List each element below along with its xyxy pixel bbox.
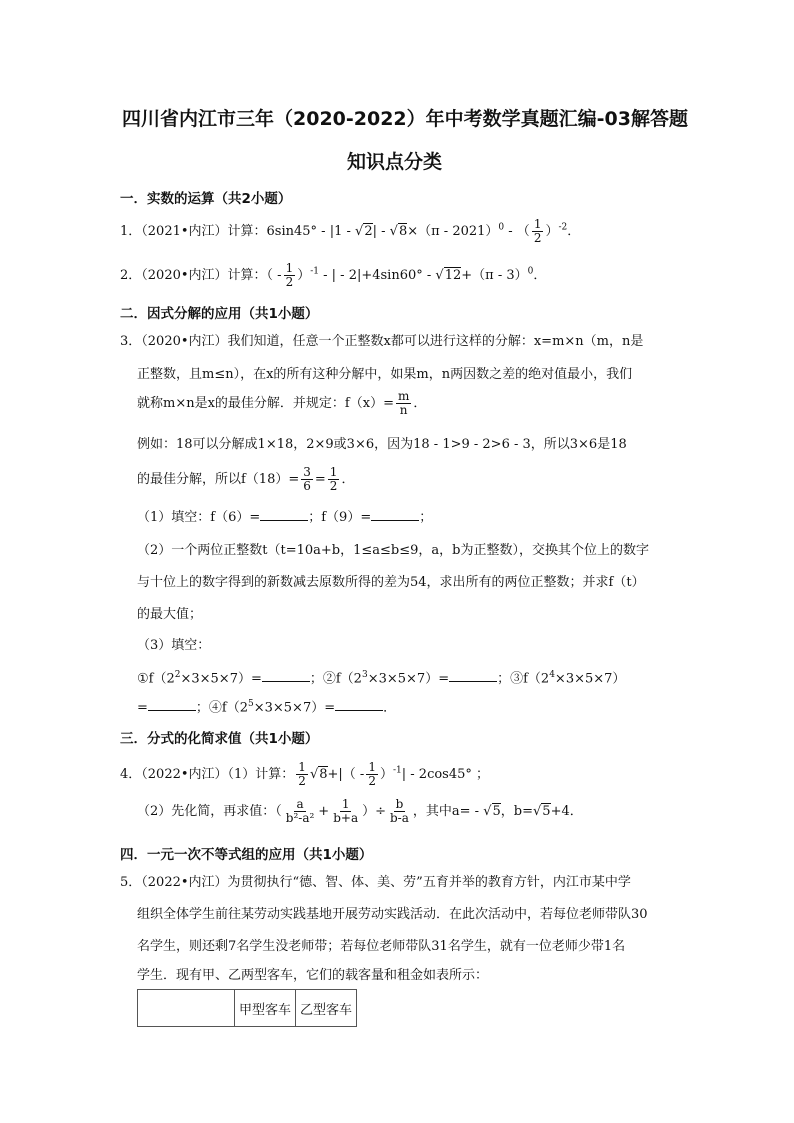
q4-frac5	[388, 798, 411, 825]
q4-f3d: b²-a²	[285, 811, 315, 825]
q2-fnum: 1	[285, 261, 294, 275]
answer-blank	[449, 681, 497, 682]
q1-prefix: 1．（2021•内江）计算：6sin45° - |1 -	[120, 224, 356, 239]
sqrt-symbol: √	[389, 224, 398, 239]
sqrt-symbol: √	[355, 224, 364, 239]
question-4-part1	[120, 761, 489, 788]
answer-blank	[148, 710, 196, 711]
q3-c4a: ；④f（2	[195, 700, 248, 716]
q2-exp1: -1	[310, 266, 319, 277]
sqrt-symbol: √	[533, 804, 542, 819]
q3-l5d1: 6	[303, 479, 311, 493]
sqrt-symbol: √	[483, 804, 492, 819]
q3-line2: 正整数，且m≤n），在x的所有这种分解中，如果m，n两因数之差的绝对值最小，我们	[137, 367, 633, 382]
q4-f5n: b	[395, 797, 404, 811]
answer-blank	[335, 710, 383, 711]
q4-rad2: 5	[492, 804, 501, 819]
q3-c4end: ．	[383, 700, 397, 716]
q1-rad2: 8	[398, 224, 408, 239]
q2-mid2: - | - 2|+4sin60° -	[319, 268, 436, 283]
q3-l5d2: 2	[329, 479, 338, 493]
section-heading-3: 三．分式的化简求值（共1小题）	[120, 731, 319, 747]
q1-rad1: 2	[364, 224, 373, 239]
q4-frac3	[284, 798, 317, 825]
q3-line3	[137, 390, 426, 417]
q3-p1a: （1）填空：f（6）=	[137, 510, 261, 525]
q4-mid6: ，b=	[500, 804, 533, 819]
q3-l3end: ．	[413, 396, 427, 411]
q4-fd1: 2	[298, 774, 306, 788]
q3-c2e: 3	[361, 670, 368, 680]
q3-c2a: ；②f（2	[309, 671, 362, 687]
page-title-line1: 四川省内江市三年（2020-2022）年中考数学真题汇编-03解答题	[122, 108, 688, 130]
q4-f4n: 1	[341, 797, 350, 811]
q3-fill-row1	[137, 666, 625, 688]
q3-part2b: 与十位上的数字得到的新数减去原数所得的差为54，求出所有的两位正整数；并求f（t）	[137, 575, 645, 590]
q4-mid2: ）	[379, 767, 393, 782]
q4-p2a: （2）先化简，再求值：（	[137, 804, 282, 819]
q3-p1c: ；	[419, 510, 433, 525]
answer-blank	[371, 520, 419, 521]
q4-prefix: 4．（2022•内江）（1）计算：	[120, 767, 295, 782]
q3-line1: 3．（2020•内江）我们知道，任意一个正整数x都可以进行这样的分解：x=m×n（m，n是	[120, 334, 644, 349]
sqrt-symbol: √	[435, 268, 444, 283]
q4-f5d: b-a	[390, 811, 409, 825]
q2-prefix: 2．（2020•内江）计算：（ -	[120, 268, 282, 283]
q3-c4b: ×3×5×7）=	[253, 700, 336, 716]
q3-fill-row2	[137, 695, 396, 717]
q3-l5a: 的最佳分解，所以f（18）=	[137, 472, 300, 487]
q4-plus: +	[318, 804, 330, 819]
q3-part2a: （2）一个两位正整数t（t=10a+b，1≤a≤b≤9，a，b为正整数），交换其个位上的数字	[137, 543, 649, 558]
q3-c2b: ×3×5×7）=	[367, 671, 450, 687]
q1-exp0: 0	[498, 222, 505, 233]
q2-mid1: ）	[297, 268, 311, 283]
q3-frac-mn	[396, 390, 411, 417]
q3-l5n2: 1	[329, 465, 338, 479]
q3-c3e: 4	[549, 670, 555, 680]
q4-frac1	[296, 761, 308, 788]
q1-fraction	[532, 218, 544, 245]
q1-fnum: 1	[533, 217, 542, 231]
q4-rad3: 5	[542, 804, 551, 819]
q1-exp1: -2	[558, 222, 568, 233]
q4-f3n: a	[296, 797, 304, 811]
q2-rad: 12	[444, 268, 462, 283]
q3-c3c: =	[137, 700, 148, 716]
q4-exp1: -1	[392, 765, 402, 776]
q4-mid3: | - 2cos45° ；	[401, 767, 490, 782]
q3-part2c: 的最大值；	[137, 607, 203, 622]
q1-end: ．	[567, 224, 581, 239]
q5-line1: 5．（2022•内江）为贯彻执行“德、智、体、美、劳”五育并举的教育方针，内江市某中学	[120, 875, 631, 890]
table-cell-empty	[138, 990, 235, 1027]
bus-table	[137, 989, 357, 1027]
q1-fden: 2	[533, 231, 542, 245]
q4-frac4	[331, 798, 360, 825]
q3-part3: （3）填空：	[137, 638, 211, 653]
q1-mid2: ×（π - 2021）	[407, 224, 499, 239]
q4-frac2	[366, 761, 378, 788]
q3-l5end: ．	[341, 472, 355, 487]
q4-mid1: +|（ -	[327, 767, 365, 782]
q3-c4e: 5	[248, 699, 254, 709]
table-header-type-b: 乙型客车	[296, 990, 357, 1027]
q3-l3den: n	[399, 403, 408, 417]
q1-mid3: - （	[504, 224, 530, 239]
table-row	[138, 990, 357, 1027]
q2-exp0: 0	[527, 266, 534, 277]
q3-line4: 例如：18可以分解成1×18，2×9或3×6，因为18 - 1>9 - 2>6 - 3，所以3×6是18	[137, 437, 627, 452]
q3-line5	[137, 466, 354, 493]
q3-part1	[137, 509, 432, 527]
q3-c1a: ①f（2	[137, 671, 175, 687]
q3-l3a: 就称m×n是x的最佳分解．并规定：f（x）=	[137, 396, 394, 411]
table-header-type-a: 甲型客车	[235, 990, 296, 1027]
q3-p1b: ；f（9）=	[308, 510, 372, 525]
q3-frac-1-2	[328, 466, 340, 493]
q5-line3: 名学生，则还剩7名学生没老师带；若每位老师带队31名学生，就有一位老师少带1名	[137, 939, 626, 954]
section-heading-4: 四．一元一次不等式组的应用（共1小题）	[120, 847, 373, 863]
q5-line4: 学生．现有甲、乙两型客车，它们的载客量和租金如表所示：	[137, 968, 489, 983]
q4-end: +4．	[550, 804, 583, 819]
q3-l5eq: =	[314, 472, 326, 487]
q4-rad1: 8	[319, 767, 328, 782]
q2-mid3: +（π - 3）	[461, 268, 528, 283]
q1-mid4: ）	[545, 224, 559, 239]
q5-line2: 组织全体学生前往某劳动实践基地开展劳动实践活动．在此次活动中，若每位老师带队30	[137, 907, 648, 922]
question-1	[120, 218, 580, 245]
answer-blank	[260, 520, 308, 521]
q3-l3num: m	[397, 389, 410, 403]
question-4-part2	[137, 798, 583, 825]
q3-c1e: 2	[174, 670, 181, 680]
q3-c3b: ×3×5×7）	[554, 671, 626, 687]
q4-f4d: b+a	[333, 811, 359, 825]
q4-fd2: 2	[368, 774, 376, 788]
q1-mid1: | -	[372, 224, 390, 239]
q3-c1b: ×3×5×7）=	[180, 671, 262, 687]
q4-fn2: 1	[368, 760, 376, 774]
q2-end: ．	[533, 268, 547, 283]
section-heading-1: 一．实数的运算（共2小题）	[120, 191, 292, 207]
sqrt-symbol: √	[309, 767, 319, 782]
q2-fden: 2	[285, 275, 294, 289]
section-heading-2: 二．因式分解的应用（共1小题）	[120, 306, 319, 322]
page-title-line2: 知识点分类	[347, 151, 443, 173]
answer-blank	[262, 681, 310, 682]
q4-mid5: ，其中a= -	[412, 804, 484, 819]
q3-l5n1: 3	[303, 465, 311, 479]
q4-fn1: 1	[298, 760, 306, 774]
q3-c3a: ；③f（2	[497, 671, 550, 687]
q4-mid4: ）÷	[362, 804, 386, 819]
q3-frac-3-6	[301, 466, 313, 493]
question-2	[120, 262, 546, 289]
q2-fraction	[284, 262, 296, 289]
